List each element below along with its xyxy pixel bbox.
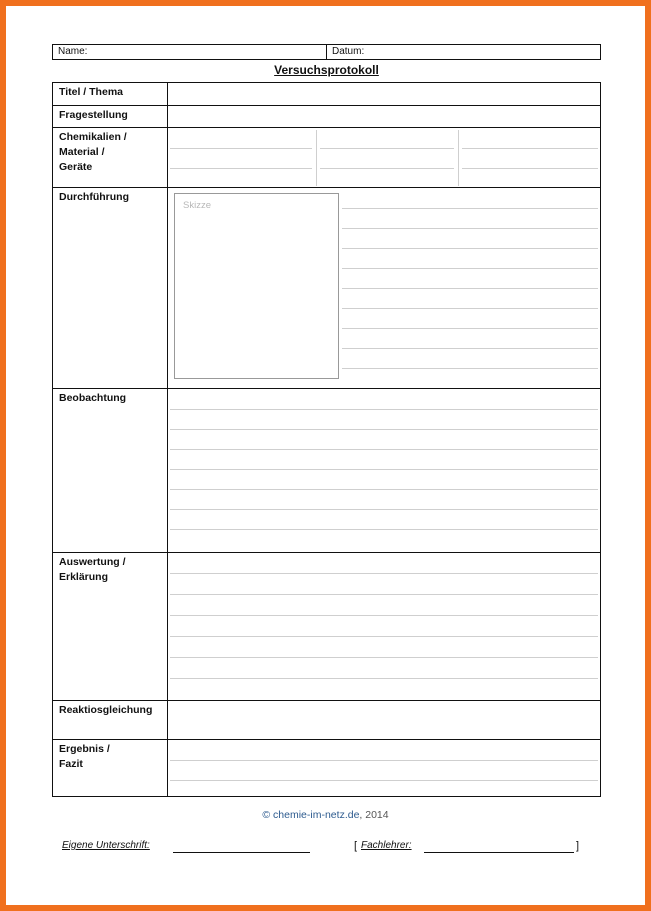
label-line: Material /: [59, 146, 105, 158]
auswertung-field[interactable]: [168, 553, 600, 700]
writing-line: [170, 594, 598, 595]
writing-line: [342, 248, 598, 249]
label-line: Erklärung: [59, 571, 109, 583]
writing-line: [170, 148, 312, 149]
label-line: Geräte: [59, 161, 93, 173]
teacher-label-text: Fachlehrer:: [361, 840, 412, 851]
teacher-label: [361, 840, 412, 851]
copyright-symbol: ©: [262, 809, 271, 821]
writing-line: [462, 168, 598, 169]
open-bracket: [: [354, 840, 358, 852]
writing-line: [170, 449, 598, 450]
row-label: [53, 389, 168, 552]
fragestellung-field[interactable]: [168, 106, 600, 127]
label-line: Reaktiosgleichung: [59, 704, 153, 716]
row-auswertung: [53, 552, 600, 700]
document-title: Versuchsprotokoll: [274, 63, 379, 77]
chemikalien-field[interactable]: [168, 128, 600, 187]
writing-line: [170, 429, 598, 430]
writing-line: [170, 409, 598, 410]
row-ergebnis: [53, 739, 600, 796]
writing-line: [170, 168, 312, 169]
close-bracket: ]: [576, 840, 580, 852]
writing-line: [170, 657, 598, 658]
writing-line: [320, 168, 454, 169]
label-line: Chemikalien /: [59, 131, 127, 143]
titel-field[interactable]: [168, 83, 600, 105]
label-line: Durchführung: [59, 191, 129, 203]
teacher-signature-line[interactable]: [424, 852, 574, 853]
column-divider: [316, 130, 317, 186]
copyright-notice: [0, 809, 651, 821]
copyright-year: , 2014: [359, 809, 389, 821]
row-label: [53, 553, 168, 700]
row-chemikalien: [53, 127, 600, 187]
writing-line: [320, 148, 454, 149]
writing-line: [342, 368, 598, 369]
row-label: [53, 128, 168, 187]
label-line: Auswertung /: [59, 556, 126, 568]
own-signature-line[interactable]: [173, 852, 310, 853]
writing-line: [170, 469, 598, 470]
writing-line: [342, 208, 598, 209]
writing-line: [342, 228, 598, 229]
row-fragestellung: [53, 105, 600, 127]
writing-line: [342, 328, 598, 329]
sketch-box[interactable]: [174, 193, 339, 379]
writing-line: [342, 308, 598, 309]
writing-line: [170, 529, 598, 530]
row-label: [53, 83, 168, 105]
row-label: [53, 740, 168, 796]
writing-line: [170, 678, 598, 679]
writing-line: [170, 636, 598, 637]
writing-line: [342, 348, 598, 349]
row-label: [53, 188, 168, 388]
sketch-label: Skizze: [183, 200, 211, 211]
writing-line: [170, 573, 598, 574]
label-line: Fazit: [59, 758, 83, 770]
row-label: [53, 106, 168, 127]
writing-line: [342, 268, 598, 269]
writing-line: [170, 509, 598, 510]
writing-line: [170, 489, 598, 490]
site-link[interactable]: chemie-im-netz.de: [273, 809, 360, 821]
header-row: [52, 44, 601, 60]
label-line: Fragestellung: [59, 109, 128, 121]
writing-line: [170, 615, 598, 616]
own-signature-text: Eigene Unterschrift:: [62, 840, 150, 851]
beobachtung-field[interactable]: [168, 389, 600, 552]
row-titel: [53, 83, 600, 105]
writing-line: [170, 760, 598, 761]
name-label: Name:: [58, 46, 88, 57]
row-beobachtung: [53, 388, 600, 552]
label-line: Beobachtung: [59, 392, 127, 404]
writing-line: [462, 148, 598, 149]
ergebnis-field[interactable]: [168, 740, 600, 796]
date-label: Datum:: [332, 46, 365, 57]
column-divider: [458, 130, 459, 186]
date-field[interactable]: [327, 45, 600, 59]
row-reaktionsgleichung: [53, 700, 600, 739]
label-line: Titel / Thema: [59, 86, 123, 98]
name-field[interactable]: [53, 45, 327, 59]
row-label: [53, 701, 168, 739]
own-signature-label: [62, 840, 150, 851]
protocol-table: [52, 82, 601, 797]
writing-line: [170, 780, 598, 781]
reaktionsgleichung-field[interactable]: [168, 701, 600, 739]
durchfuehrung-field[interactable]: [168, 188, 600, 388]
row-durchfuehrung: [53, 187, 600, 388]
label-line: Ergebnis /: [59, 743, 110, 755]
writing-line: [342, 288, 598, 289]
